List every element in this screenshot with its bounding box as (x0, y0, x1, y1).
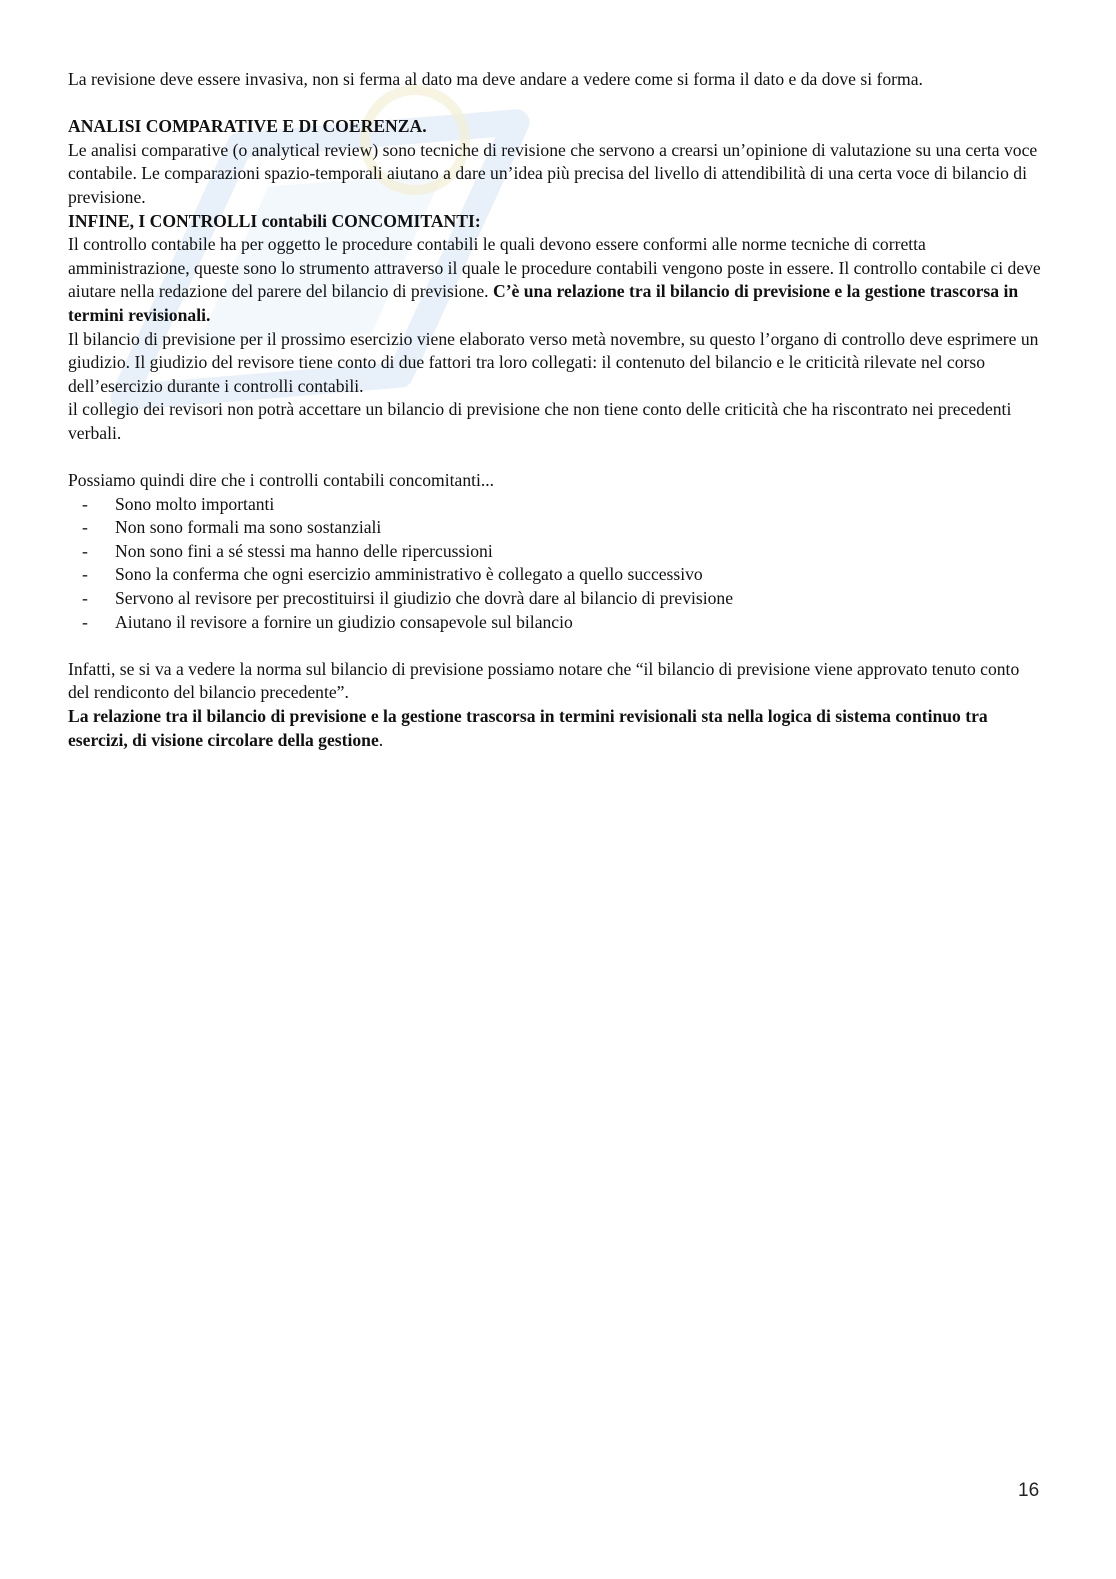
page-number: 16 (1018, 1480, 1040, 1501)
paragraph-intro: La revisione deve essere invasiva, non si ferma al dato ma deve andare a vedere come si forma il dato e da dove si forma. (68, 69, 923, 89)
paragraph-conclusione-bold: La relazione tra il bilancio di previsione e la gestione trascorsa in termini revisionali sta nella logica di sistema continuo tra esercizi, di visione circolare della gestione (68, 706, 988, 750)
document-body (68, 68, 1043, 752)
paragraph-conclusione-end: . (378, 729, 384, 750)
list-item: - Non sono fini a sé stessi ma hanno delle ripercussioni (68, 540, 1043, 564)
paragraph-controllo-contabile-text: Il controllo contabile ha per oggetto le procedure contabili le quali devono essere conformi alle norme tecniche di corretta amministrazione, queste sono lo strumento attraverso il quale le procedure contabili vengono poste in essere. Il controllo contabile ci deve aiutare nella redazione del parere del bilancio di previsione. (68, 234, 1041, 302)
list-item: - Sono la conferma che ogni esercizio amministrativo è collegato a quello successivo (68, 563, 1043, 587)
dash-bullet: - (82, 493, 88, 514)
dash-bullet: - (82, 540, 88, 561)
heading-controlli-concomitanti: INFINE, I CONTROLLI contabili CONCOMITANTI: (68, 210, 481, 231)
paragraph-infatti: Infatti, se si va a vedere la norma sul bilancio di previsione possiamo notare che “il bilancio di previsione viene approvato tenuto conto del rendiconto del bilancio precedente”. (68, 658, 1020, 703)
list-item: - Aiutano il revisore a fornire un giudizio consapevole sul bilancio (68, 611, 1043, 635)
paragraph-analisi-comparative: Le analisi comparative (o analytical review) sono tecniche di revisione che servono a crearsi un’opinione di valutazione su una certa voce contabile. Le comparazioni spazio-temporali aiutano a dare un’idea più precisa del livello di attendibilità di una certa voce di bilancio di previsione. (68, 139, 1038, 207)
controlli-list (68, 493, 1043, 635)
paragraph-controllo-contabile (68, 233, 1043, 327)
dash-bullet: - (82, 564, 88, 585)
paragraph-collegio-revisori: il collegio dei revisori non potrà accettare un bilancio di previsione che non tiene conto delle criticità che ha riscontrato nei precedenti verbali. (68, 399, 1012, 443)
paragraph-possiamo-dire: Possiamo quindi dire che i controlli contabili concomitanti... (68, 470, 495, 491)
list-item: - Non sono formali ma sono sostanziali (68, 516, 1043, 540)
paragraph-conclusione (68, 705, 1043, 752)
paragraph-controllo-contabile-bold: C’è una relazione tra il bilancio di previsione e la gestione trascorsa in termini revisionali. (68, 281, 1019, 325)
list-item: - Servono al revisore per precostituirsi il giudizio che dovrà dare al bilancio di previsione (68, 587, 1043, 611)
list-item: - Sono molto importanti (68, 493, 1043, 517)
dash-bullet: - (82, 588, 88, 609)
paragraph-bilancio-previsione: Il bilancio di previsione per il prossimo esercizio viene elaborato verso metà novembre, su questo l’organo di controllo deve esprimere un giudizio. Il giudizio del revisore tiene conto di due fattori tra loro collegati: il contenuto del bilancio e le criticità rilevate nel corso dell’esercizio durante i controlli contabili. (68, 328, 1039, 396)
heading-analisi-comparative: ANALISI COMPARATIVE E DI COERENZA. (68, 116, 427, 137)
dash-bullet: - (82, 611, 88, 632)
dash-bullet: - (82, 517, 88, 538)
